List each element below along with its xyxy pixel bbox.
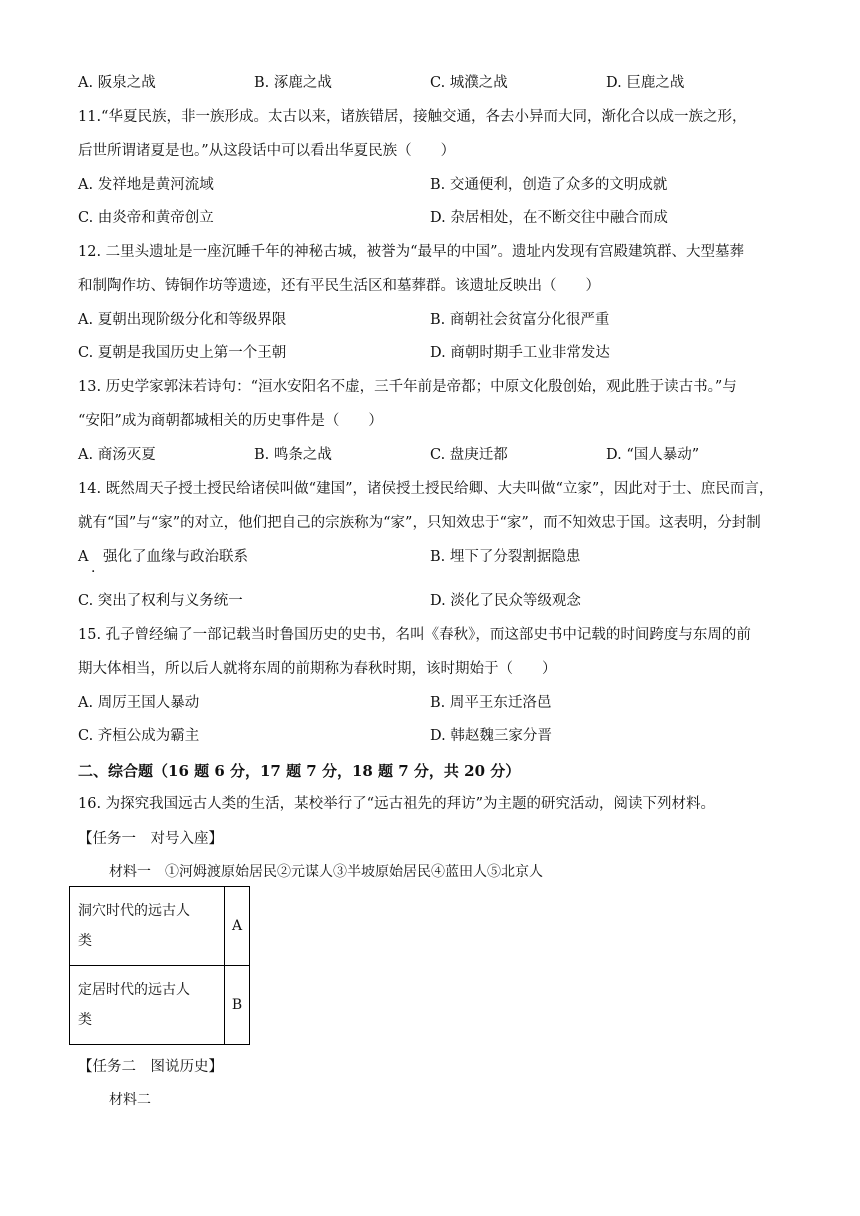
q10-option-c: C. 城濮之战 bbox=[430, 75, 508, 91]
label-line: 类 bbox=[78, 1012, 92, 1028]
classification-table bbox=[69, 886, 250, 1045]
label-line: 定居时代的远古人 bbox=[78, 982, 190, 998]
q13-option-d: D. “国人暴动” bbox=[606, 447, 700, 463]
q14-option-c: C. 突出了权利与义务统一 bbox=[78, 593, 243, 609]
q14-option-b: B. 埋下了分裂割据隐患 bbox=[430, 549, 581, 565]
dot-mark: · bbox=[91, 564, 96, 580]
table-row-label bbox=[70, 966, 225, 1045]
q12-option-d: D. 商朝时期手工业非常发达 bbox=[430, 345, 610, 361]
q10-option-d: D. 巨鹿之战 bbox=[606, 75, 685, 91]
q15-option-a: A. 周厉王国人暴动 bbox=[78, 695, 200, 711]
q12-stem-line1: 12. 二里头遗址是一座沉睡千年的神秘古城，被誉为“最早的中国”。遗址内发现有宫殿建筑群、大型墓葬 bbox=[78, 244, 744, 260]
task2-heading: 【任务二 图说历史】 bbox=[78, 1059, 223, 1075]
q13-option-a: A. 商汤灭夏 bbox=[78, 447, 156, 463]
q10-option-a: A. 阪泉之战 bbox=[78, 75, 156, 91]
q11-option-c: C. 由炎帝和黄帝创立 bbox=[78, 210, 214, 226]
label-line: 类 bbox=[78, 933, 92, 949]
q15-option-d: D. 韩赵魏三家分晋 bbox=[430, 728, 552, 744]
q13-option-b: B. 鸣条之战 bbox=[254, 447, 332, 463]
q14-option-a: A 强化了血缘与政治联系 bbox=[78, 549, 248, 565]
q11-option-b: B. 交通便利，创造了众多的文明成就 bbox=[430, 177, 668, 193]
q11-stem-line2: 后世所谓诸夏是也。”从这段话中可以看出华夏民族（ ） bbox=[78, 143, 456, 159]
table-row bbox=[70, 966, 250, 1045]
table-cell-answer: B bbox=[225, 966, 250, 1045]
q16-stem: 16. 为探究我国远古人类的生活，某校举行了“远古祖先的拜访”为主题的研究活动，阅读下列材料。 bbox=[78, 796, 715, 812]
q14-option-d: D. 淡化了民众等级观念 bbox=[430, 593, 581, 609]
label-line: 洞穴时代的远古人 bbox=[78, 903, 190, 919]
q13-option-c: C. 盘庚迁都 bbox=[430, 447, 508, 463]
q15-stem-line2: 期大体相当，所以后人就将东周的前期称为春秋时期，该时期始于（ ） bbox=[78, 661, 557, 677]
q13-stem-line1: 13. 历史学家郭沫若诗句：“洹水安阳名不虚，三千年前是帝都；中原文化殷创始，观此胜于读古书。”与 bbox=[78, 379, 737, 395]
q12-option-c: C. 夏朝是我国历史上第一个王朝 bbox=[78, 345, 287, 361]
q11-stem-line1: 11.“华夏民族，非一族形成。太古以来，诸族错居，接触交通，各去小异而大同，渐化合以成一族之形， bbox=[78, 109, 747, 125]
q12-option-a: A. 夏朝出现阶级分化和等级界限 bbox=[78, 312, 287, 328]
q14-stem-line2: 就有“国”与“家”的对立，他们把自己的宗族称为“家”，只知效忠于“家”，而不知效忠于国。这表明，分封制 bbox=[78, 515, 761, 531]
table-row bbox=[70, 887, 250, 966]
q11-option-d: D. 杂居相处，在不断交往中融合而成 bbox=[430, 210, 668, 226]
q15-option-b: B. 周平王东迁洛邑 bbox=[430, 695, 552, 711]
q14-stem-line1: 14. 既然周天子授土授民给诸侯叫做“建国”，诸侯授土授民给卿、大夫叫做“立家”，因此对于士、庶民而言， bbox=[78, 481, 774, 497]
material2-label: 材料二 bbox=[109, 1092, 151, 1108]
q10-option-b: B. 涿鹿之战 bbox=[254, 75, 332, 91]
task1-heading: 【任务一 对号入座】 bbox=[78, 831, 223, 847]
section-title: 二、综合题（16 题 6 分，17 题 7 分，18 题 7 分，共 20 分） bbox=[78, 762, 521, 780]
q12-option-b: B. 商朝社会贫富分化很严重 bbox=[430, 312, 610, 328]
q15-option-c: C. 齐桓公成为霸主 bbox=[78, 728, 200, 744]
material1-text: 材料一 ①河姆渡原始居民②元谋人③半坡原始居民④蓝田人⑤北京人 bbox=[109, 864, 543, 880]
q11-option-a: A. 发祥地是黄河流域 bbox=[78, 177, 214, 193]
q13-stem-line2: “安阳”成为商朝都城相关的历史事件是（ ） bbox=[78, 413, 383, 429]
table-cell-answer: A bbox=[225, 887, 250, 966]
table-row-label bbox=[70, 887, 225, 966]
q12-stem-line2: 和制陶作坊、铸铜作坊等遗迹，还有平民生活区和墓葬群。该遗址反映出（ ） bbox=[78, 278, 600, 294]
q15-stem-line1: 15. 孔子曾经编了一部记载当时鲁国历史的史书，名叫《春秋》，而这部史书中记载的时间跨度与东周的前 bbox=[78, 627, 751, 643]
